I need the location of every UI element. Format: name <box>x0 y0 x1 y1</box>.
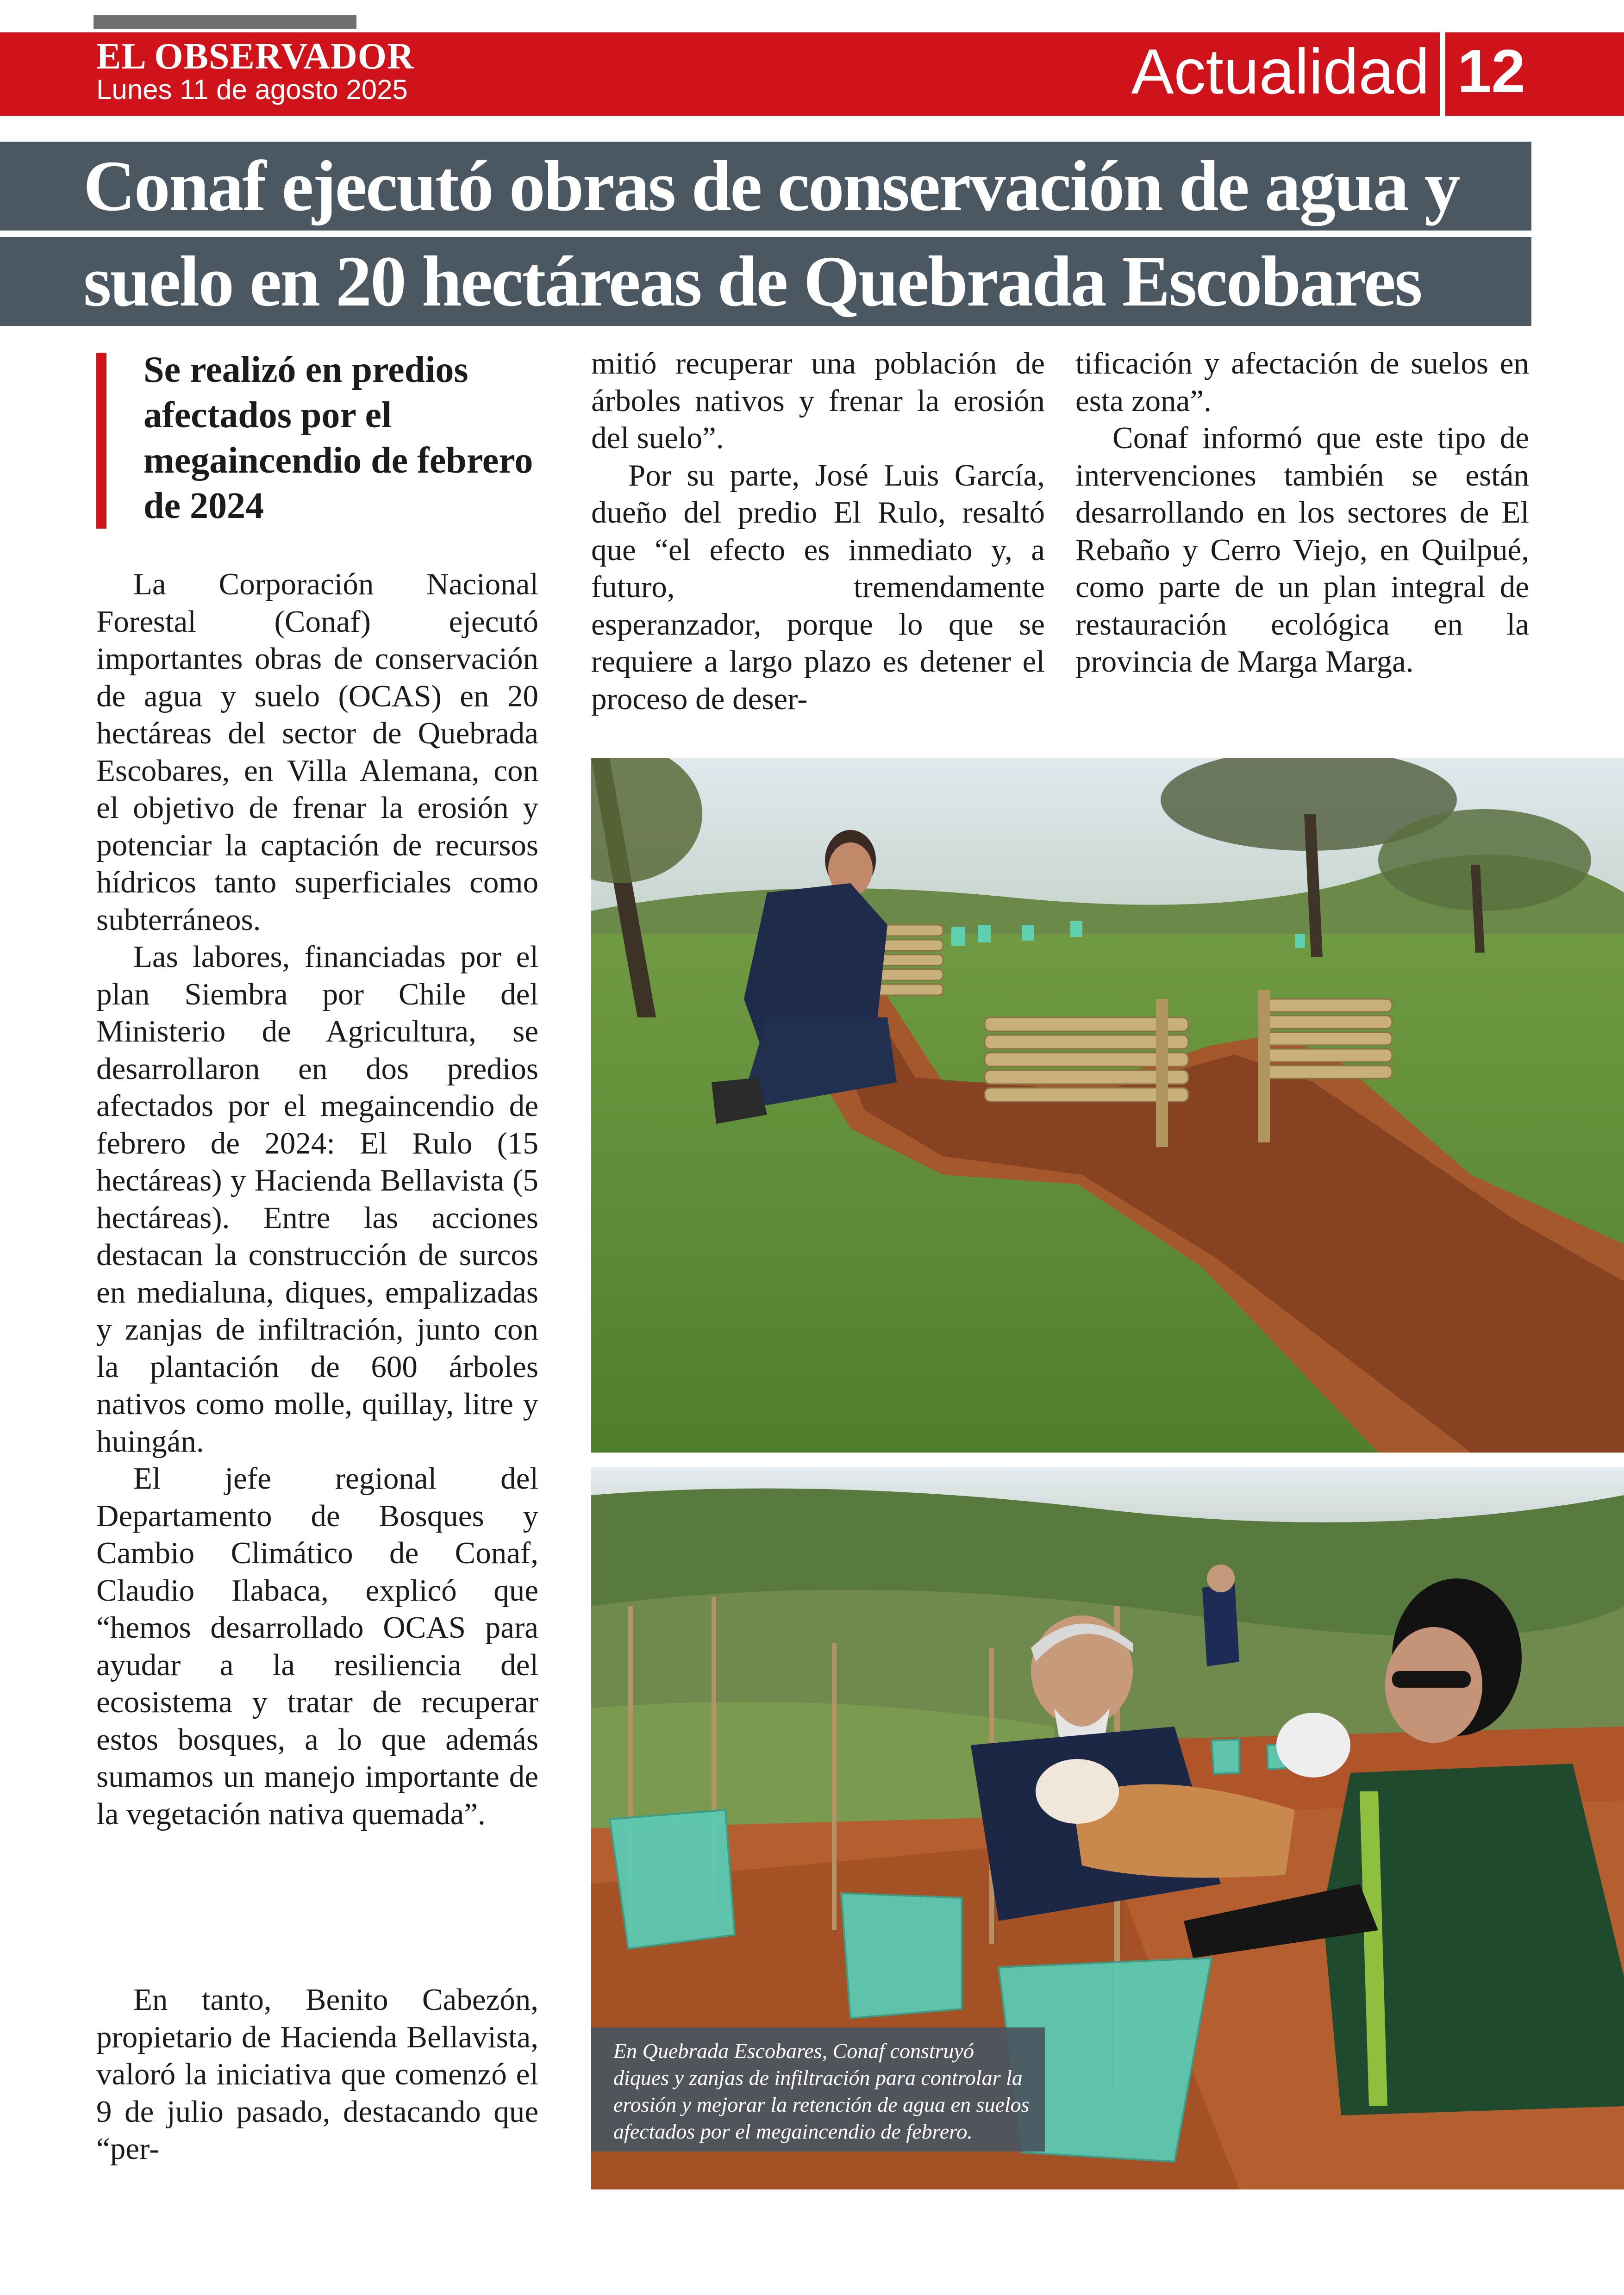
article-column-1-continued <box>96 1981 538 2168</box>
article-column-3 <box>1075 345 1529 680</box>
paragraph: tificación y afectación de suelos en esta zona”. <box>1075 346 1529 418</box>
paragraph: Por su parte, José Luis García, dueño del predio El Rulo, resaltó que “el efecto es inmediato y, a futuro, tremendamente esperanzador, porque lo que se requiere a largo plazo es detener el proceso de deser- <box>591 458 1045 716</box>
photo-caption: En Quebrada Escobares, Conaf construyó diques y zanjas de infiltración para controlar la erosión y mejorar la retención de agua en suelos afectados por el megaincendio de febrero. <box>613 2039 1030 2143</box>
headline-line-1: Conaf ejecutó obras de conservación de agua y <box>0 142 1531 231</box>
paragraph: En tanto, Benito Cabezón, propietario de Hacienda Bellavista, valoró la iniciativa que comenzó el 9 de julio pasado, destacando que “per- <box>96 1983 538 2166</box>
subheadline-accent-bar <box>96 353 106 529</box>
page-number: 12 <box>1457 37 1525 105</box>
photo-trench-check-dams <box>591 758 1624 1453</box>
issue-date: Lunes 11 de agosto 2025 <box>96 74 408 105</box>
paragraph: mitió recuperar una población de árboles nativos y frenar la erosión del suelo”. <box>591 346 1045 455</box>
paragraph: Las labores, financiadas por el plan Siembra por Chile del Ministerio de Agricultura, se desarrollaron en dos predios afectados por el megaincendio de febrero de 2024: El Rulo (15 hectáreas) y Hacienda Bellavista (5 hectáreas). Entre las acciones destacan la construcción de surcos en medialuna, diques, empalizadas y zanjas de infiltración, junto con la plantación de 600 árboles nativos como molle, quillay, litre y huingán. <box>96 940 538 1459</box>
paragraph: El jefe regional del Departamento de Bosques y Cambio Climático de Conaf, Claudio Ilabaca, explicó que “hemos desarrollado OCAS para ayudar a la resiliencia del ecosistema y tratar de recuperar estos bosques, a lo que además sumamos un manejo importante de la vegetación nativa quemada”. <box>96 1461 538 1831</box>
header-divider <box>1440 32 1445 116</box>
headline-line-2: suelo en 20 hectáreas de Quebrada Escobares <box>0 237 1531 326</box>
paragraph: La Corporación Nacional Forestal (Conaf) ejecutó importantes obras de conservación de agua y suelo (OCAS) en 20 hectáreas del sector de Quebrada Escobares, en Villa Alemana, con el objetivo de frenar la erosión y potenciar la captación de recursos hídricos tanto superficiales como subterráneos. <box>96 567 538 937</box>
section-name: Actualidad <box>1131 36 1430 107</box>
newspaper-name: EL OBSERVADOR <box>96 36 414 77</box>
article-column-1 <box>96 566 538 1833</box>
paragraph: Conaf informó que este tipo de intervenciones también se están desarrollando en los sectores de El Rebaño y Cerro Viejo, en Quilpué, como parte de un plan integral de restauración ecológica en la provincia de Marga Marga. <box>1075 421 1529 679</box>
subheadline: Se realizó en predios afectados por el megaincendio de febrero de 2024 <box>144 349 533 526</box>
top-grey-rule <box>94 15 356 29</box>
article-column-2 <box>591 345 1045 717</box>
